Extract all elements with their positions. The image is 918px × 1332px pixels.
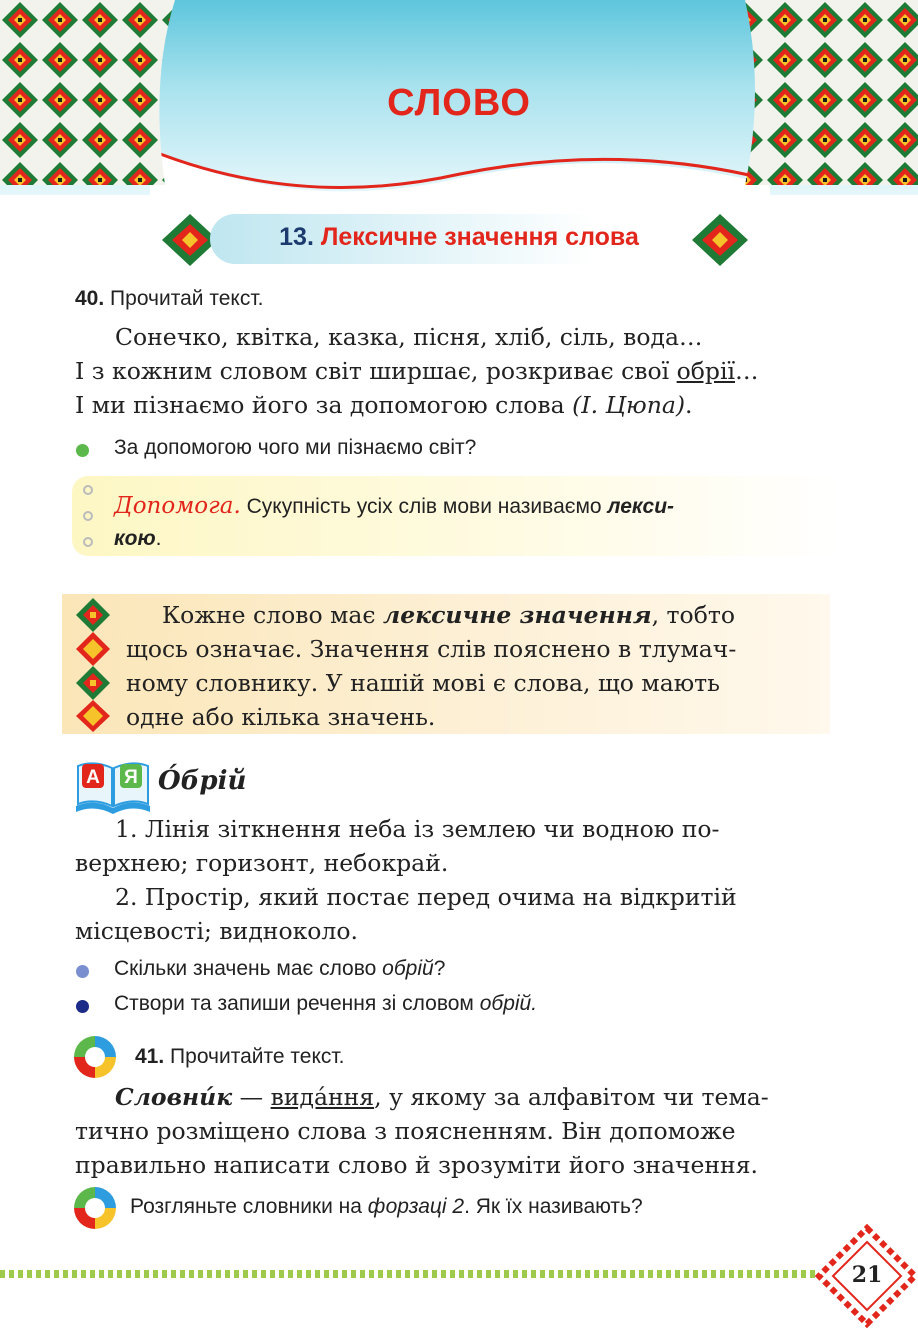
- question-bullet-icon: [76, 1000, 89, 1013]
- pair-work-icon: [74, 1036, 116, 1078]
- word-obrii: обрії: [676, 357, 736, 385]
- help-term-part2: кою: [114, 527, 156, 550]
- exercise-41-line1: Словни́к — вида́ння, у якому за алфавітом чи тема-: [115, 1083, 769, 1111]
- definition-2-line1: 2. Простір, який постає перед очима на відкритій: [115, 883, 737, 911]
- help-label: Допомога.: [114, 493, 241, 519]
- section-title: [0, 223, 918, 252]
- term-vydannia: вида́ння: [270, 1083, 375, 1111]
- exercise-41-instruction: Прочитайте текст.: [170, 1045, 345, 1068]
- definition-1-line1: 1. Лінія зіткнення неба із землею чи водною по-: [115, 815, 720, 843]
- icon-letter-a: А: [86, 767, 100, 788]
- icon-letter-ya: Я: [124, 767, 138, 788]
- rule-term: лексичне значення: [383, 601, 652, 629]
- definition-1-line2: верхнею; горизонт, небокрай.: [75, 849, 449, 877]
- page-number: 21: [851, 1262, 883, 1288]
- exercise-41-heading: [135, 1045, 345, 1069]
- rule-ornament-strip: [70, 596, 116, 732]
- exercise-40-text: [75, 320, 840, 422]
- dictionary-book-icon: [72, 758, 154, 814]
- exercise-41-line3: правильно написати слово й зрозуміти його значення.: [75, 1151, 759, 1179]
- footer-dotted-line: [0, 1270, 818, 1278]
- exercise-41-task: Розгляньте словники на форзаці 2. Як їх називають?: [130, 1195, 643, 1218]
- exercise-41-text: [75, 1080, 840, 1182]
- exercise-40-instruction: Прочитай текст.: [110, 287, 264, 310]
- exercise-40-heading: [75, 287, 263, 311]
- rule-line4: одне або кілька значень.: [126, 703, 436, 731]
- definition-2-line2: місцевості; видноколо.: [75, 917, 358, 945]
- question-bullet-icon: [76, 444, 89, 457]
- dictionary-definitions: [75, 812, 840, 948]
- dictionary-headword: О́брій: [158, 766, 247, 796]
- section-number: 13.: [279, 223, 314, 251]
- exercise-40-line2: І з кожним словом світ ширшає, розкриває свої обрії…: [75, 357, 759, 385]
- term-slovnyk: Словни́к: [115, 1083, 233, 1111]
- question-bullet-icon: [76, 965, 89, 978]
- exercise-40-question: За допомогою чого ми пізнаємо світ?: [114, 436, 477, 459]
- help-term-part1: лекси-: [607, 495, 675, 518]
- section-name: Лексичне значення слова: [320, 223, 639, 251]
- exercise-41-number: 41.: [135, 1045, 165, 1068]
- chapter-title: СЛОВО: [387, 82, 531, 124]
- exercise-40-line3: І ми пізнаємо його за допомогою слова (І. Цюпа).: [75, 391, 693, 419]
- author-citation: (І. Цюпа): [572, 391, 686, 419]
- help-text: Допомога. Сукупність усіх слів мови називаємо лекси- кою.: [114, 493, 675, 550]
- exercise-41-line2: тично розміщено слова з поясненням. Він допоможе: [75, 1117, 736, 1145]
- dictionary-question-1: Скільки значень має слово обрій?: [114, 957, 446, 980]
- exercise-40-number: 40.: [75, 287, 105, 310]
- rule-line1: Кожне слово має лексичне значення, тобто: [162, 601, 735, 629]
- exercise-40-line1: Сонечко, квітка, казка, пісня, хліб, сіль, вода…: [115, 323, 703, 351]
- spiral-binding-icon: [80, 480, 96, 552]
- rule-line3: ному словнику. У нашій мові є слова, що мають: [126, 669, 720, 697]
- pair-work-icon: [74, 1187, 116, 1229]
- rule-line2: щось означає. Значення слів пояснено в тлумач-: [126, 635, 737, 663]
- dictionary-question-2: Створи та запиши речення зі словом обрій.: [114, 992, 538, 1015]
- rule-text: [126, 598, 830, 734]
